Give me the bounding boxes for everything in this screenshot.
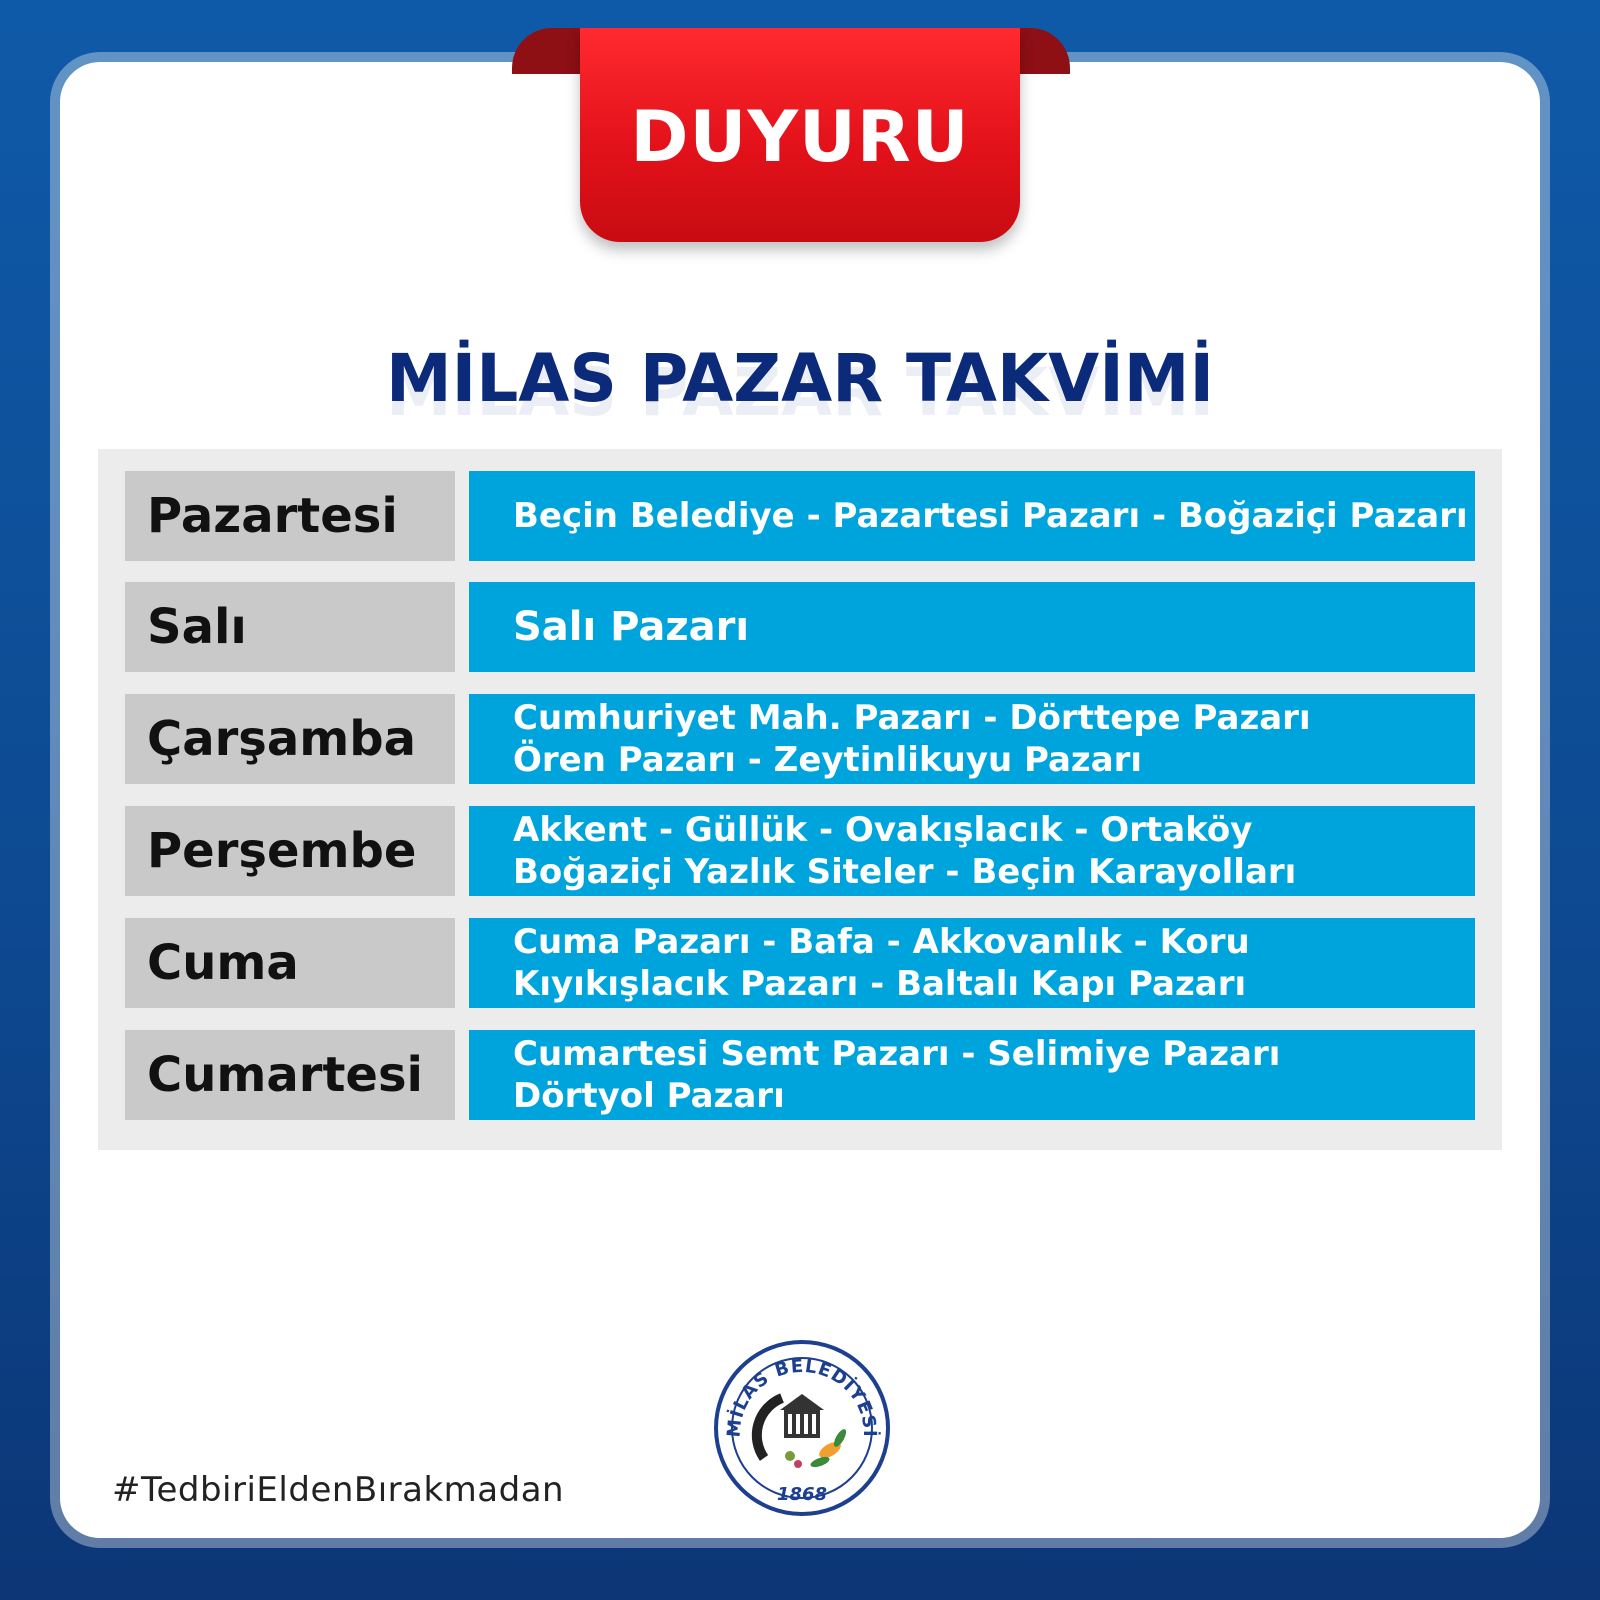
market-line: Salı Pazarı	[513, 604, 750, 650]
ribbon-fold-left	[512, 28, 582, 74]
market-line: Dörtyol Pazarı	[513, 1076, 785, 1116]
market-line: Cuma Pazarı - Bafa - Akkovanlık - Koru	[513, 922, 1250, 962]
day-label: Çarşamba	[125, 694, 455, 784]
market-list	[469, 694, 1475, 784]
logo-year: 1868	[776, 1484, 828, 1505]
market-list	[469, 918, 1475, 1008]
day-label: Pazartesi	[125, 471, 455, 561]
market-line: Ören Pazarı - Zeytinlikuyu Pazarı	[513, 740, 1143, 780]
market-line: Kıyıkışlacık Pazarı - Baltalı Kapı Pazarı	[513, 964, 1247, 1004]
market-line: Akkent - Güllük - Ovakışlacık - Ortaköy	[513, 810, 1253, 850]
day-label: Perşembe	[125, 806, 455, 896]
day-label: Cumartesi	[125, 1030, 455, 1120]
day-label: Salı	[125, 582, 455, 672]
market-list	[469, 471, 1475, 561]
ribbon-banner	[580, 28, 1020, 242]
schedule-row	[125, 471, 1475, 561]
schedule-row	[125, 582, 1475, 672]
market-list	[469, 582, 1475, 672]
market-list	[469, 1030, 1475, 1120]
market-schedule-table	[98, 449, 1502, 1150]
announcement-ribbon	[0, 0, 1600, 260]
market-line: Boğaziçi Yazlık Siteler - Beçin Karayolları	[513, 852, 1297, 892]
market-list	[469, 806, 1475, 896]
hashtag-text: #TedbiriEldenBırakmadan	[112, 1470, 565, 1510]
schedule-row	[125, 1030, 1475, 1120]
schedule-row	[125, 918, 1475, 1008]
schedule-row	[125, 806, 1475, 896]
day-label: Cuma	[125, 918, 455, 1008]
market-line: Cumartesi Semt Pazarı - Selimiye Pazarı	[513, 1034, 1281, 1074]
banner-label: DUYURU	[630, 96, 970, 178]
page-title: MİLAS PAZAR TAKVİMİ	[386, 340, 1214, 417]
market-line: Beçin Belediye - Pazartesi Pazarı - Boğaziçi Pazarı	[513, 496, 1468, 536]
market-line: Cumhuriyet Mah. Pazarı - Dörttepe Pazarı	[513, 698, 1311, 738]
schedule-row	[125, 694, 1475, 784]
logo-ring-text: MİLAS BELEDİYESİ	[723, 1355, 881, 1439]
municipality-logo	[712, 1338, 892, 1518]
